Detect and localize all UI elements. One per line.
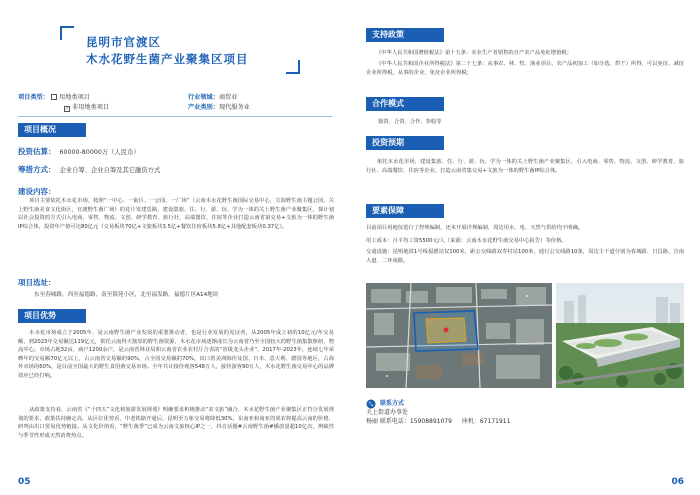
investment-label: 投资估算： xyxy=(18,147,56,156)
contact-title: 联系方式 xyxy=(380,400,405,407)
title-bracket-bottom-right xyxy=(286,60,300,74)
contact-person-label: 杨丽 联系电话： xyxy=(366,418,410,425)
type-option-land: 用地类项目 xyxy=(58,94,90,101)
guarantee-heading: 要素保障 xyxy=(366,204,444,218)
rendering-graphic xyxy=(556,283,684,388)
policy-heading: 支持政策 xyxy=(366,28,444,42)
address-label: 项目选址： xyxy=(18,278,56,287)
content-text: 项目主要依托木水花市场，按照“一中心、一街区、一公园、一广场”（云南木水花野生菌国际交易中心，宝海野生菌主题公园，关上野生菌美食文化街区，官渡野生菌广场）的花片发建思路，建设集旅、住、行、游、玩、学为一体的关上野生菌产业聚集区，探计划以社会投资的方式引入电商、零售、物流、文创、研学教育、旅行社、高端餐饮、住宿等企业打造云南省第交易+文旅为一体的野生菌IP综合体，投资年产值可达80亿元（交易板块70亿+文旅板块3.5亿+餐饮住宿板块5.8亿+其他配套板块0.37亿）。 xyxy=(18,198,334,230)
checkbox-icon xyxy=(51,94,57,100)
industry-label: 行业领域： xyxy=(188,94,219,101)
aerial-map-graphic xyxy=(366,283,552,388)
contact-phone: 15908891079 xyxy=(409,418,452,425)
contact-fax-label: 座机： xyxy=(461,418,480,425)
guarantee-line-2: 用工成本：月平均工资5500元/人（来源：云南木水花野生菌交易中心报告）等价格。 xyxy=(366,238,567,244)
content-label: 建设内容： xyxy=(18,187,56,196)
cooperation-heading: 合作模式 xyxy=(366,97,444,111)
advantage-heading: 项目优势 xyxy=(18,309,86,323)
cooperation-text: 独资、合资、合作、参股等 xyxy=(378,119,442,125)
advantage-para-2: 从政策支持看，云南省《“十四五”文化和旅游发展规划》明确要求积极推动“农文旅”融合，木水花野生菌产业聚集区正符合发展规划的要求，政策扶持确定高，从区位优势看，中老铁路开通后，昆明至万象交易将降低30%，东南亚和南亚的果农将提高云南的价格，研判由出口贸易优势链接。从文化价值看，“野生菌季”已成为云南文旅核心IP之一，抖音话题#云南野生菌#播放量超10亿次，辨缺性与季节性形成天然消费热点。 xyxy=(18,407,334,439)
guarantee-line-1: 目前项目用地仅进行了控规编制，还未开展详规编制，周边用水、电、天然气供给均不明确。 xyxy=(366,225,584,231)
advantage-para-1: 木水花市场成立于2005年，是云南野生菌产业发展的重要推动者，也是行业发展的见证者，从2005年成立初的10亿元/年交易额，到2023年交易额达119亿元，依托云南得天独厚的野生菌资源，木水花市场逐渐成长为云南省乃至全国较大的野生菌集散枢纽，物流中心。市场占地32亩，商户1200余户，是云南省林业局和云南省农业农村厅合表的“省级龙头企业”，2017年-2023年，连续七年荣膺年的交易额70亿元以上，占云南省交易额的90%，占全国交易额的70%，出口着美洲韩佳及国、日本、意大利、德国等地区，占海外市场的60%，是目前全国最大的野生食用菌交易市场。全年共计接待观客548万人，接待游客90万人，木水花野生菌交易中心的品牌效应已经打响。 xyxy=(18,330,334,379)
raise-value: 企业自筹、企业自筹及其它融资方式 xyxy=(59,167,161,174)
investment-value: 60000-80000万（人民币） xyxy=(59,149,140,156)
industry-value: 商贸业 xyxy=(218,94,238,101)
policy-line-1: 《中华人民共和国增值税法》第十五条：农业生产者销售的自产农产品免征增值税； xyxy=(376,50,572,56)
divider xyxy=(18,116,332,117)
overview-heading: 项目概况 xyxy=(18,123,86,137)
project-type-block xyxy=(18,93,109,113)
contact-block xyxy=(366,399,684,426)
expectation-text: 依托木水花市场，建设集旅、住、行、游、玩、学为一体的关上野生菌产业聚集区，引入电商、零售、物流、文创、研学教育、旅行社、高端餐饮、住宿等企业，打造云南省集交易+文旅为一体的野生菌IP综合体。 xyxy=(366,159,684,174)
type-option-nonland: 非用地类项目 xyxy=(72,104,110,111)
category-value: 现代服务业 xyxy=(218,104,250,111)
address-value: 东至春城路，西至福德路，南至银苑小区，北至福发路，福德片区A14地块 xyxy=(34,292,219,298)
location-marker-icon xyxy=(444,328,449,333)
right-page xyxy=(350,0,700,495)
raise-row xyxy=(18,164,160,175)
expectation-heading: 投资预期 xyxy=(366,136,444,150)
page-number-right: 06 xyxy=(671,477,684,487)
contact-person-row xyxy=(366,417,684,426)
aerial-map-photo xyxy=(366,283,552,388)
project-rendering-photo xyxy=(556,283,684,388)
phone-icon xyxy=(366,399,376,409)
contact-org: 关上街道办事处 xyxy=(366,409,409,416)
page-number-left: 05 xyxy=(18,477,31,487)
title-line-2: 木水花野生菌产业聚集区项目 xyxy=(86,52,249,66)
project-type-label: 项目类型： xyxy=(18,94,49,101)
investment-row xyxy=(18,146,140,157)
title-line-1: 昆明市官渡区 xyxy=(86,35,161,49)
industry-block xyxy=(188,93,250,113)
contact-fax: 67171911 xyxy=(479,418,511,425)
guarantee-line-3: 交通设施：昆明地铁1号线福德站仅100米，距公交线路双寿村站100米，通行公交线路10条，周边主干道分别为春城路、日昌路、宣南大道、二环南路。 xyxy=(366,249,684,264)
title-bracket-top-left xyxy=(60,26,74,40)
category-label: 产业类别： xyxy=(188,104,219,111)
policy-line-2: 《中华人民共和国企业所得税法》第二十七条：从事农、林、牧、渔业项目，农产品初加工（如分选、烘干）所得，可以免征、减征企业所得税，从事的企业，免征企业所得税； xyxy=(366,61,684,76)
project-title-block xyxy=(60,26,300,74)
checkbox-checked-icon: ✓ xyxy=(65,106,70,112)
raise-label: 筹措方式： xyxy=(18,165,56,174)
